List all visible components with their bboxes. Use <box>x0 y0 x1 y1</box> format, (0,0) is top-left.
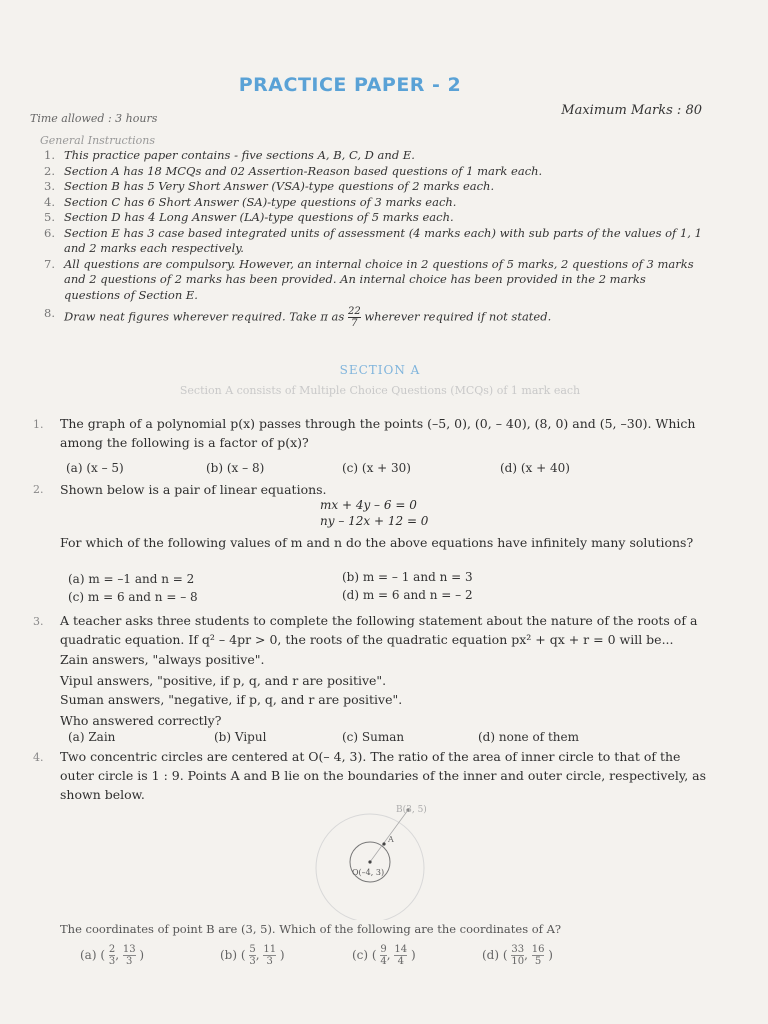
option-c: (c) ( $\frac{9}{4}$ , $\frac{14}{4}$ ) <box>352 944 416 967</box>
label-b: B(3, 5) <box>396 805 427 815</box>
answer-vipul: Vipul answers, "positive, if p, q, and r are positive". <box>60 673 387 688</box>
option-b: (b) Vipul <box>214 730 267 744</box>
general-instructions-heading: General Instructions <box>40 134 156 147</box>
question-number: 2. <box>33 483 44 496</box>
outer-circle <box>316 814 424 920</box>
option-a: (a) m = –1 and n = 2 <box>68 572 195 586</box>
equation-2: ny – 12x + 12 = 0 <box>320 514 429 528</box>
question-2-intro: Shown below is a pair of linear equations. <box>60 482 327 497</box>
instruction-item: 3. Section B has 5 Very Short Answer (VSA)-type questions of 2 marks each. <box>44 179 495 193</box>
option-d: (d) (x + 40) <box>500 461 570 475</box>
question-2-text: For which of the following values of m and n do the above equations have infinitely many solutions? <box>60 535 694 550</box>
section-title: SECTION A <box>339 363 421 377</box>
question-number: 4. <box>33 751 44 764</box>
instruction-item: 4. Section C has 6 Short Answer (SA)-type questions of 3 marks each. <box>44 194 457 209</box>
option-d: (d) none of them <box>478 730 579 744</box>
option-a: (a) ( $\frac{2}{3}$ , $\frac{13}{3}$ ) <box>80 944 145 967</box>
instruction-item: 2. Section A has 18 MCQs and 02 Assertion-Reason based questions of 1 mark each. <box>44 163 543 178</box>
question-4-text: Two concentric circles are centered at O(– 4, 3). The ratio of the area of inner circle to that of the outer circle is 1 : 9. Points A and B lie on the boundaries of the inner and outer circle, respectively, as shown below. <box>60 749 707 802</box>
instruction-item: 7. All questions are compulsory. However, an internal choice in 2 questions of 5 marks, 2 questions of 3 marks and 2 questions of 2 marks has been provided. An internal choice has been provided in the 2 marks questions of Section E. <box>44 256 694 302</box>
option-b: (b) ( $\frac{5}{3}$ , $\frac{11}{3}$ ) <box>220 944 285 967</box>
option-d: (d) m = 6 and n = – 2 <box>342 588 473 602</box>
option-d: (d) ( $\frac{33}{10}$ , $\frac{16}{5}$ ) <box>482 944 553 967</box>
question-3-ask: Who answered correctly? <box>60 713 222 728</box>
question-4-text-2: The coordinates of point B are (3, 5). Which of the following are the coordinates of A? <box>60 922 562 936</box>
point-a <box>382 842 385 845</box>
option-b: (b) (x – 8) <box>206 461 265 475</box>
answer-suman: Suman answers, "negative, if p, q, and r are positive". <box>60 692 403 707</box>
maximum-marks: Maximum Marks : 80 <box>561 103 702 118</box>
option-c: (c) m = 6 and n = – 8 <box>68 590 198 604</box>
option-a: (a) (x – 5) <box>66 461 124 475</box>
time-allowed: Time allowed : 3 hours <box>30 112 158 125</box>
label-o: O(–4, 3) <box>352 868 385 877</box>
label-a: A <box>388 835 394 844</box>
equation-1: mx + 4y – 6 = 0 <box>320 498 417 512</box>
answer-zain: Zain answers, "always positive". <box>60 652 265 667</box>
section-subtitle: Section A consists of Multiple Choice Questions (MCQs) of 1 mark each <box>179 384 581 397</box>
concentric-circles-figure <box>290 800 450 920</box>
question-number: 3. <box>33 615 44 628</box>
instruction-item: 1. This practice paper contains - five sections A, B, C, D and E. <box>44 148 415 162</box>
option-c: (c) Suman <box>342 730 405 744</box>
question-1-text: The graph of a polynomial p(x) passes through the points (–5, 0), (0, – 40), (8, 0) and (5, –30). Which among the following is a factor of p(x)? <box>60 416 696 450</box>
option-a: (a) Zain <box>68 730 116 744</box>
question-3-text: A teacher asks three students to complete the following statement about the nature of the roots of a quadratic equation. If q² – 4pr > 0, the roots of the quadratic equation px² + qx + r = 0 will be... <box>60 613 698 647</box>
option-b: (b) m = – 1 and n = 3 <box>342 570 473 584</box>
question-number: 1. <box>33 418 44 431</box>
paper-title: PRACTICE PAPER - 2 <box>238 74 462 96</box>
center-point <box>368 860 371 863</box>
pi-fraction: $\frac{22}{7}$ <box>347 306 361 329</box>
option-c: (c) (x + 30) <box>342 461 411 475</box>
instruction-item: 5. Section D has 4 Long Answer (LA)-type questions of 5 marks each. <box>44 210 454 224</box>
instruction-item: 6. Section E has 3 case based integrated units of assessment (4 marks each) with sub parts of the values of 1, 1 and 2 marks each respectively. <box>44 225 702 255</box>
instruction-item: 8. Draw neat figures wherever required. Take π as $\frac{22}{7}$ wherever required if not stated. <box>44 306 552 329</box>
instructions-list <box>44 148 704 329</box>
